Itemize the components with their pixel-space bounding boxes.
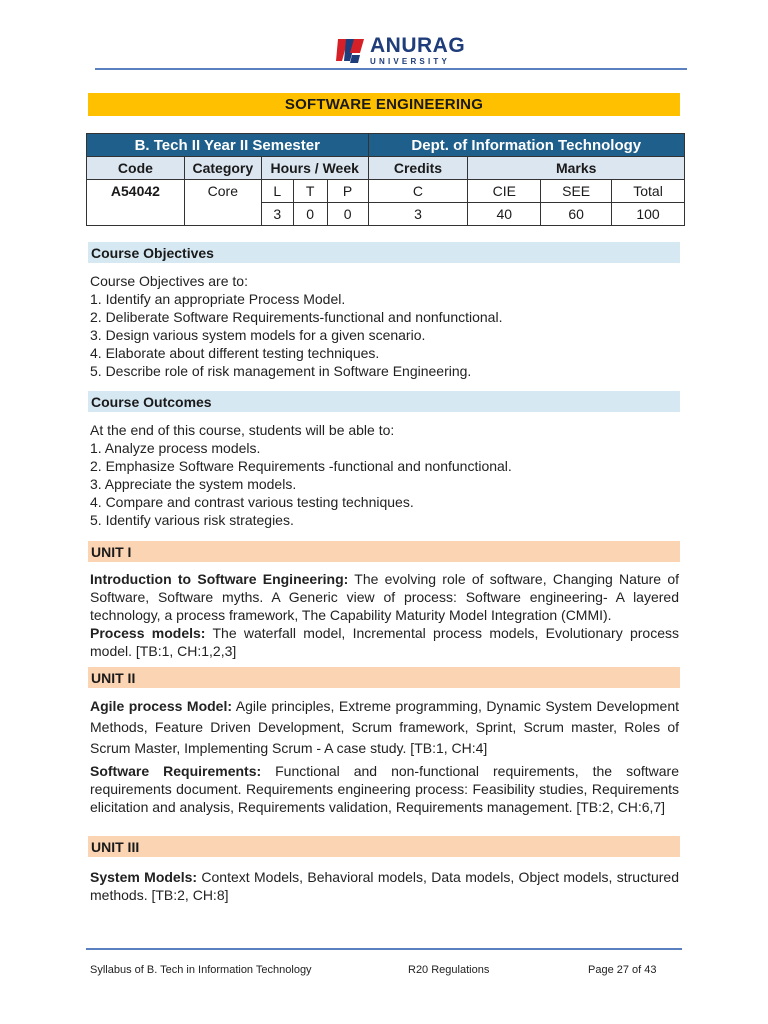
course-info-table — [86, 133, 685, 226]
logo-name: ANURAG — [370, 33, 466, 57]
l-value: 3 — [261, 203, 293, 226]
table-row — [87, 134, 685, 157]
c-label: C — [368, 180, 468, 203]
list-item: 1. Identify an appropriate Process Model. — [90, 291, 346, 307]
topic-text: The evolving role of software, Changing Nature of Software, Software myths. A Generic view of process: Software engineering- A layered technology, a process framework, The Capability Maturity Model Integration (CMMI). — [90, 571, 679, 623]
topic-label: Introduction to Software Engineering: — [90, 571, 349, 587]
anurag-logo-icon — [336, 35, 366, 65]
unit3-heading: UNIT III — [88, 836, 680, 857]
cie-value: 40 — [468, 203, 541, 226]
footer-divider — [86, 948, 682, 950]
hours-header: Hours / Week — [261, 157, 368, 180]
page-header — [0, 0, 768, 72]
footer-center: R20 Regulations — [408, 964, 490, 976]
outcomes-intro: At the end of this course, students will be able to: — [90, 422, 395, 438]
topic-label: System Models: — [90, 869, 198, 885]
unit1-process-paragraph — [90, 624, 679, 660]
cie-label: CIE — [468, 180, 541, 203]
list-item: 3. Appreciate the system models. — [90, 476, 297, 492]
topic-text: The waterfall model, Incremental process models, Evolutionary process model. [TB:1, CH:1,2,3] — [90, 625, 679, 659]
marks-header: Marks — [468, 157, 685, 180]
unit1-heading: UNIT I — [88, 541, 680, 562]
table-row — [87, 180, 685, 203]
topic-text: Context Models, Behavioral models, Data models, Object models, structured methods. [TB:2, CH:8] — [90, 869, 679, 903]
p-value: 0 — [327, 203, 368, 226]
list-item: 1. Analyze process models. — [90, 440, 261, 456]
list-item: 5. Describe role of risk management in Software Engineering. — [90, 363, 472, 379]
course-category: Core — [184, 180, 261, 226]
objectives-intro: Course Objectives are to: — [90, 273, 248, 289]
unit1-body — [90, 570, 679, 660]
unit3-models-paragraph — [90, 868, 679, 904]
list-item: 3. Design various system models for a given scenario. — [90, 327, 426, 343]
total-label: Total — [612, 180, 685, 203]
l-label: L — [261, 180, 293, 203]
objectives-heading: Course Objectives — [88, 242, 680, 263]
topic-label: Agile process Model: — [90, 698, 233, 714]
objectives-list — [90, 272, 679, 380]
course-title: SOFTWARE ENGINEERING — [88, 93, 680, 116]
table-row — [87, 157, 685, 180]
t-value: 0 — [293, 203, 327, 226]
outcomes-list — [90, 421, 679, 529]
unit2-agile-paragraph — [90, 696, 679, 759]
p-label: P — [327, 180, 368, 203]
topic-label: Process models: — [90, 625, 206, 641]
unit2-body — [90, 696, 679, 816]
list-item: 5. Identify various risk strategies. — [90, 512, 294, 528]
code-header: Code — [87, 157, 185, 180]
c-value: 3 — [368, 203, 468, 226]
list-item: 2. Emphasize Software Requirements -functional and nonfunctional. — [90, 458, 512, 474]
list-item: 2. Deliberate Software Requirements-functional and nonfunctional. — [90, 309, 503, 325]
topic-label: Software Requirements: — [90, 763, 262, 779]
category-header: Category — [184, 157, 261, 180]
list-item: 4. Elaborate about different testing techniques. — [90, 345, 380, 361]
unit1-intro-paragraph — [90, 570, 679, 624]
footer-left: Syllabus of B. Tech in Information Technology — [90, 964, 312, 976]
university-logo — [336, 34, 465, 66]
topic-text: Agile principles, Extreme programming, Dynamic System Development Methods, Feature Driven Development, Scrum framework, Sprint, Scrum master, Roles of Scrum Master, Implementing Scrum - A case study. [TB:1, CH:4] — [90, 698, 679, 756]
topic-text: Functional and non-functional requirements, the software requirements document. Requirements engineering process: Feasibility studies, Requirements elicitation and analysis, Requirements validation, Requirements management. [TB:2, CH:6,7] — [90, 763, 679, 815]
department-cell: Dept. of Information Technology — [368, 134, 684, 157]
unit2-requirements-paragraph — [90, 762, 679, 816]
list-item: 4. Compare and contrast various testing techniques. — [90, 494, 414, 510]
footer-page-number: Page 27 of 43 — [588, 964, 657, 976]
see-label: SEE — [541, 180, 612, 203]
course-code: A54042 — [87, 180, 185, 226]
unit3-body — [90, 868, 679, 904]
program-cell: B. Tech II Year II Semester — [87, 134, 369, 157]
total-value: 100 — [612, 203, 685, 226]
t-label: T — [293, 180, 327, 203]
logo-subtitle: UNIVERSITY — [370, 56, 451, 66]
outcomes-heading: Course Outcomes — [88, 391, 680, 412]
unit2-heading: UNIT II — [88, 667, 680, 688]
credits-header: Credits — [368, 157, 468, 180]
header-divider — [95, 68, 687, 70]
see-value: 60 — [541, 203, 612, 226]
